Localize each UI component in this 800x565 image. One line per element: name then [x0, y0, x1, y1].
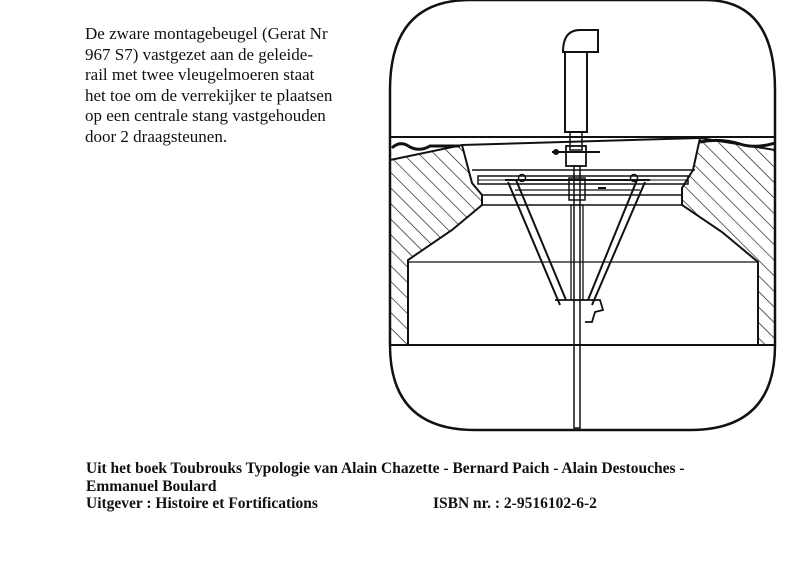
right-wall [682, 138, 775, 345]
caption-line: door 2 draagsteunen. [85, 126, 228, 146]
mounting-bracket-drawing [380, 0, 790, 440]
caption-text [85, 24, 375, 147]
caption-line: op een centrale stang vastgehouden [85, 106, 326, 125]
source-line: Uit het boek Toubrouks Typologie van Alain Chazette - Bernard Paich - Alain Destouches - [86, 460, 685, 477]
caption-line: De zware montagebeugel (Gerat Nr [85, 24, 328, 43]
left-wall [390, 145, 482, 345]
source-credits [86, 460, 786, 513]
publisher-row [86, 495, 786, 513]
caption-line: rail met twee vleugelmoeren staat [85, 65, 315, 84]
caption-line: 967 S7) vastgezet aan de geleide- [85, 44, 313, 64]
caption-line: het toe om de verrekijker te plaatsen [85, 85, 333, 105]
support-left [508, 180, 566, 305]
isbn: ISBN nr. : 2-9516102-6-2 [433, 495, 597, 512]
source-authors: Emmanuel Boulard [86, 477, 217, 495]
periscope-head [563, 30, 598, 52]
periscope-tube [565, 52, 587, 132]
support-right [588, 180, 645, 305]
publisher: Uitgever : Histoire et Fortifications [86, 495, 318, 512]
